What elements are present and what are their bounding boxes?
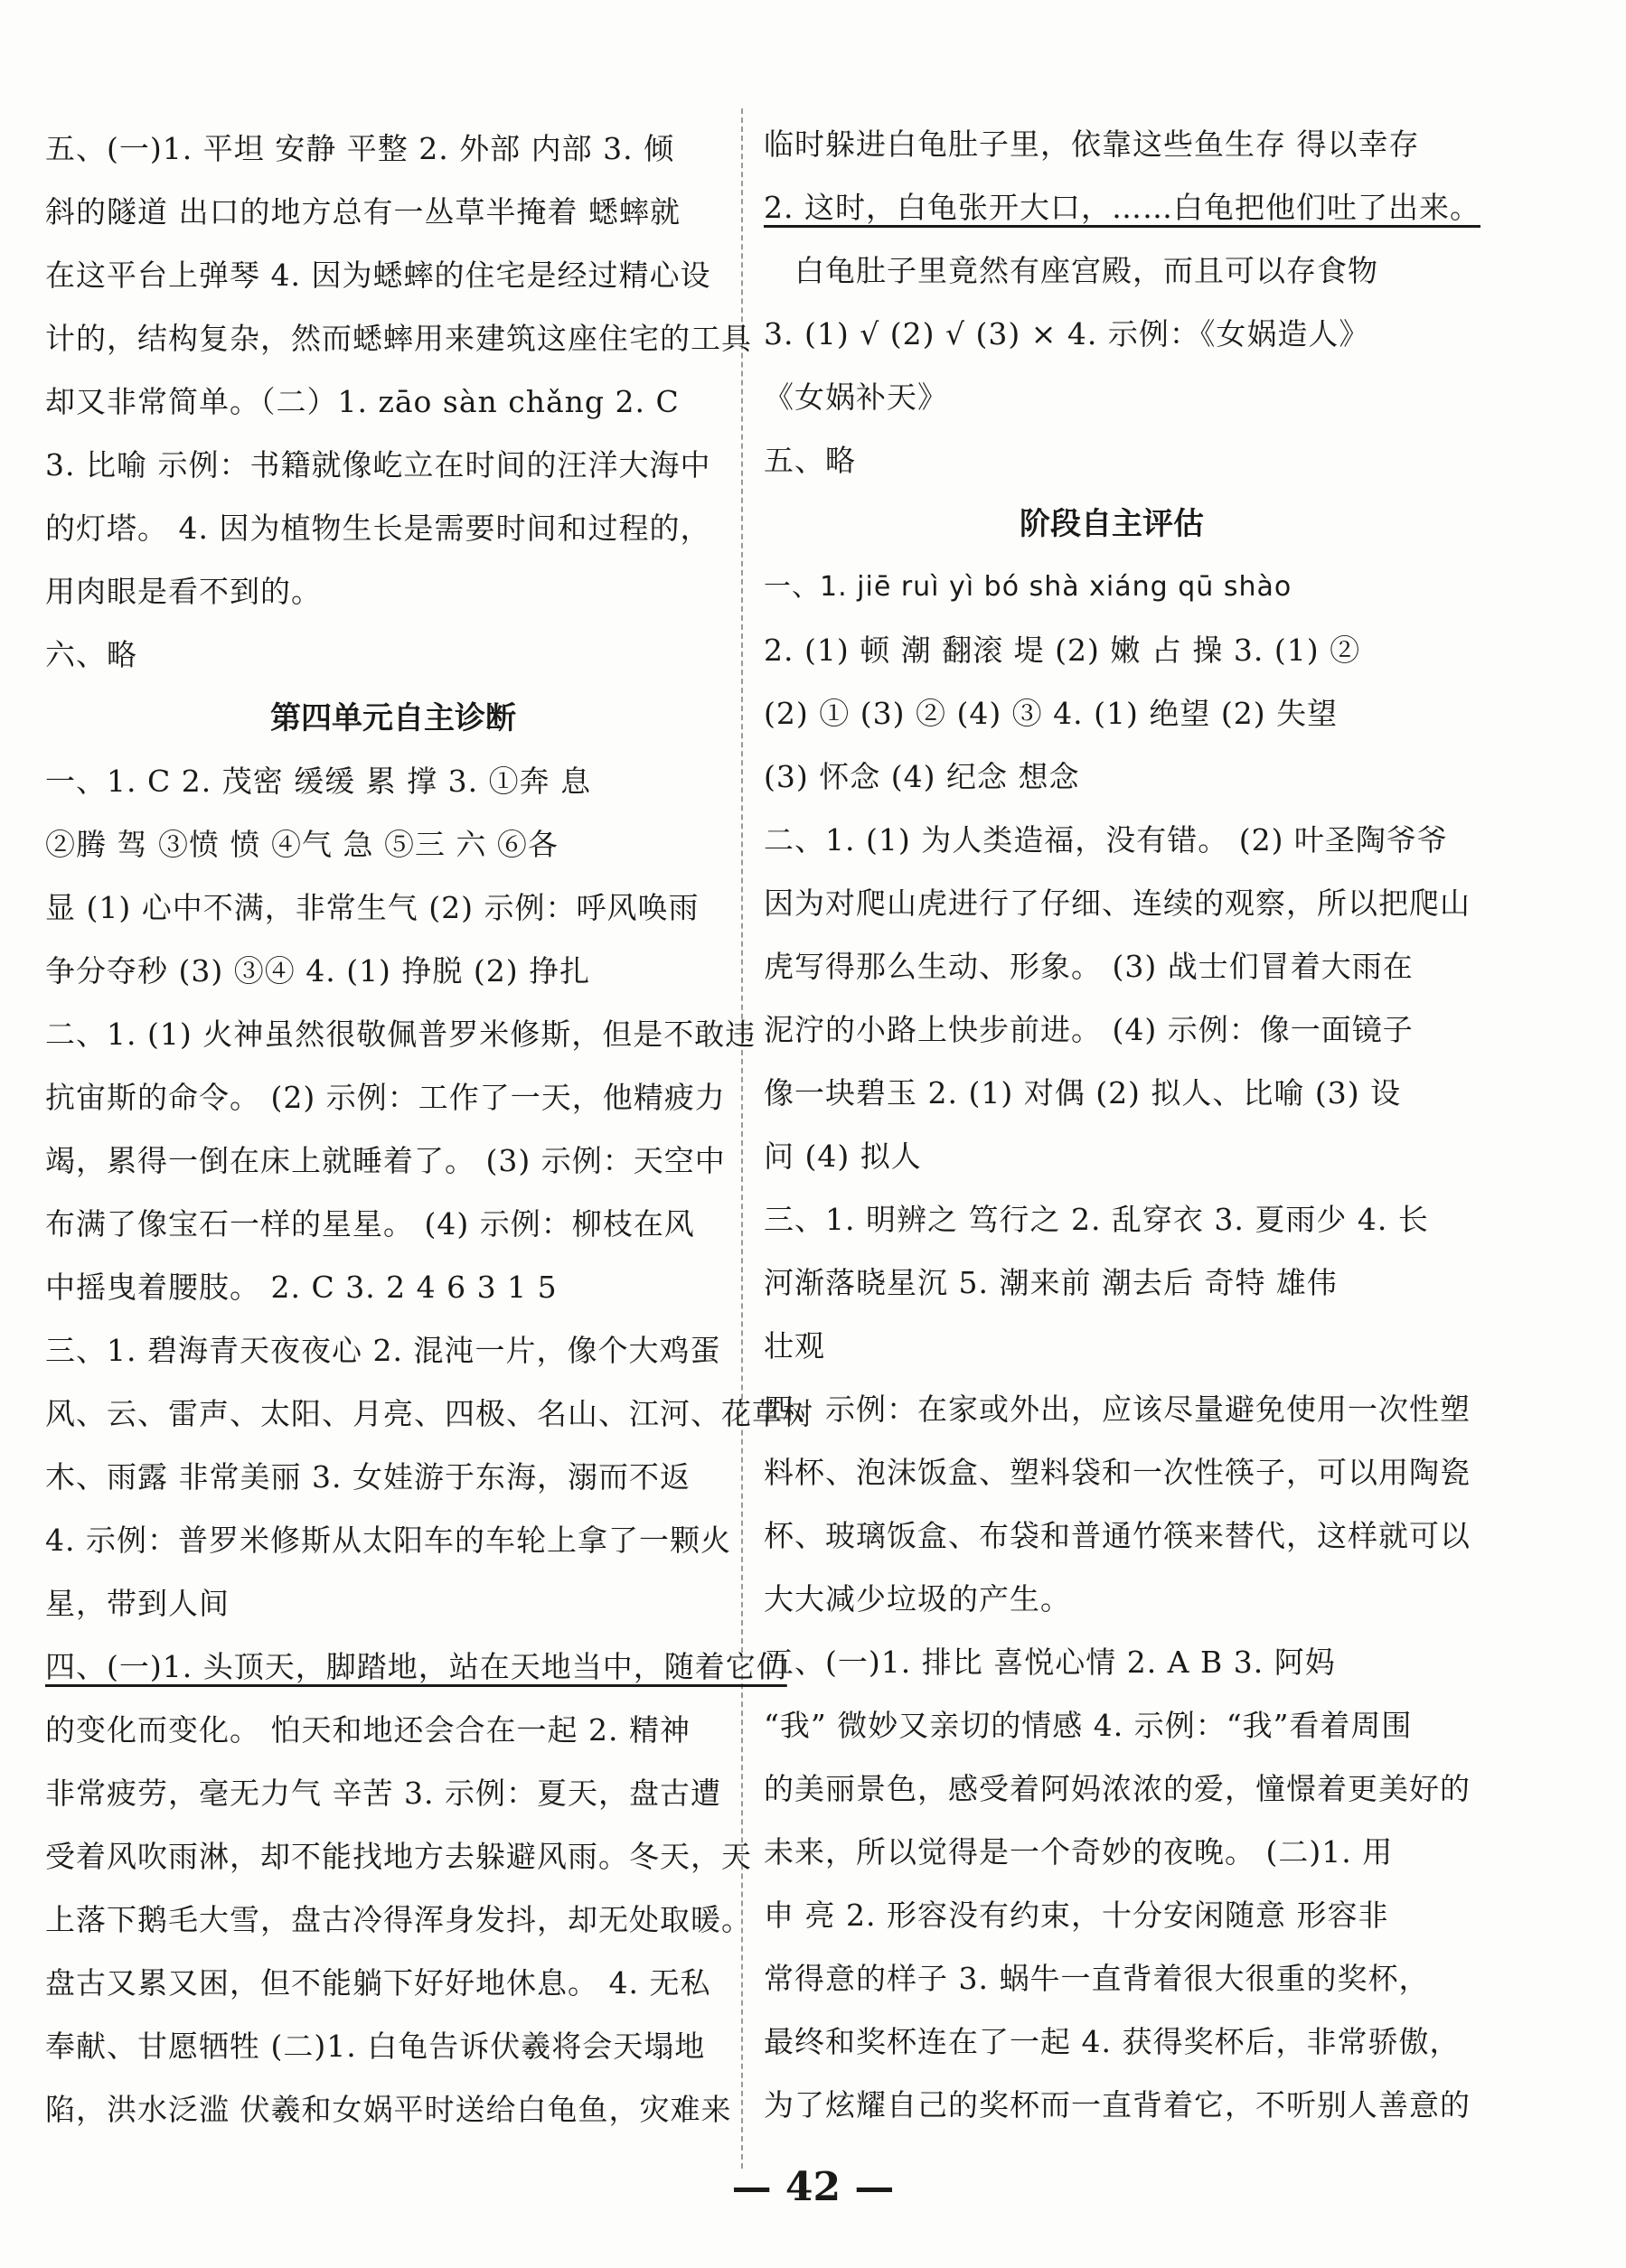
answer-line: 争分夺秒 (3) ③④ 4. (1) 挣脱 (2) 挣扎 [45,953,591,989]
answer-line: 二、1. (1) 为人类造福，没有错。 (2) 叶圣陶爷爷 [764,822,1448,858]
answer-line: 木、雨露 非常美丽 3. 女娃游于东海，溺而不返 [45,1459,691,1495]
answer-line: 用肉眼是看不到的。 [45,574,322,609]
answer-line: 常得意的样子 3. 蜗牛一直背着很大很重的奖杯， [764,1961,1430,1996]
answer-line: 五、略 [764,443,856,478]
answer-line: 却又非常简单。（二）1. zāo sàn chǎng 2. C [45,384,680,419]
answer-line: 杯、玻璃饭盒、布袋和普通竹筷来替代，这样就可以 [764,1518,1471,1553]
answer-line: 三、1. 碧海青天夜夜心 2. 混沌一片，像个大鸡蛋 [45,1333,721,1368]
answer-line: (2) ① (3) ② (4) ③ 4. (1) 绝望 (2) 失望 [764,696,1339,731]
answer-line: 斜的隧道 出口的地方总有一丛草半掩着 蟋蟀就 [45,194,681,230]
answer-line: 三、1. 明辨之 笃行之 2. 乱穿衣 3. 夏雨少 4. 长 [764,1202,1429,1237]
section-heading: 第四单元自主诊断 [270,700,516,736]
answer-line: 2. (1) 顿 潮 翻滚 堤 (2) 嫩 占 操 3. (1) ② [764,633,1361,668]
answer-line: ②腾 驾 ③愤 愤 ④气 急 ⑤三 六 ⑥各 [45,827,559,862]
answer-line: 料杯、泡沫饭盒、塑料袋和一次性筷子，可以用陶瓷 [764,1455,1471,1490]
answer-line: 壮观 [764,1328,825,1364]
answer-line: 在这平台上弹琴 4. 因为蟋蟀的住宅是经过精心设 [45,258,711,293]
answer-line: 白龟肚子里竟然有座宫殿，而且可以存食物 [794,253,1378,288]
answer-line: 的美丽景色，感受着阿妈浓浓的爱，憧憬着更美好的 [764,1771,1471,1806]
answer-line: 盘古又累又困，但不能躺下好好地休息。 4. 无私 [45,1965,711,2001]
answer-line: 上落下鹅毛大雪，盘古冷得浑身发抖，却无处取暖。 [45,1902,752,1937]
answer-line: 的灯塔。 4. 因为植物生长是需要时间和过程的， [45,511,711,546]
answer-line: 六、略 [45,637,137,672]
section-heading: 阶段自主评估 [1020,506,1204,542]
answer-line: “我” 微妙又亲切的情感 4. 示例：“我”看着周围 [764,1708,1413,1743]
answer-line: 陷，洪水泛滥 伏羲和女娲平时送给白龟鱼，灾难来 [45,2092,732,2127]
answer-line: 大大减少垃圾的产生。 [764,1581,1071,1617]
answer-line: 泥泞的小路上快步前进。 (4) 示例：像一面镜子 [764,1012,1414,1047]
answer-line: 河渐落晓星沉 5. 潮来前 潮去后 奇特 雄伟 [764,1265,1338,1300]
answer-line: 四、示例：在家或外出，应该尽量避免使用一次性塑 [764,1392,1471,1427]
answer-line: 中摇曳着腰肢。 2. C 3. 2 4 6 3 1 5 [45,1270,558,1305]
answer-line: 计的，结构复杂，然而蟋蟀用来建筑这座住宅的工具 [45,321,752,356]
answer-line: 一、1. C 2. 茂密 缓缓 累 撑 3. ①奔 息 [45,764,592,799]
answer-line: 申 亮 2. 形容没有约束，十分安闲随意 形容非 [764,1898,1389,1933]
answer-line: 风、云、雷声、太阳、月亮、四极、名山、江河、花草树 [45,1396,813,1431]
right-column [764,113,1480,2137]
answer-line: 显 (1) 心中不满，非常生气 (2) 示例：呼风唤雨 [45,890,700,925]
answer-line: 4. 示例：普罗米修斯从太阳车的车轮上拿了一颗火 [45,1523,731,1558]
answer-line: 布满了像宝石一样的星星。 (4) 示例：柳枝在风 [45,1206,695,1242]
answer-line-underlined: 四、(一)1. 头顶天，脚踏地，站在天地当中，随着它们 [45,1649,787,1684]
answer-line: 为了炫耀自己的奖杯而一直背着它，不听别人善意的 [764,2087,1471,2123]
answer-line: 竭，累得一倒在床上就睡着了。 (3) 示例：天空中 [45,1143,726,1178]
answer-line: 《女娲补天》 [764,380,948,415]
answer-line: 五、(一)1. 平坦 安静 平整 2. 外部 内部 3. 倾 [45,131,675,166]
answer-line: 临时躲进白龟肚子里，依靠这些鱼生存 得以幸存 [764,127,1420,162]
answer-line: 二、1. (1) 火神虽然很敬佩普罗米修斯，但是不敢违 [45,1017,757,1052]
answer-line: 像一块碧玉 2. (1) 对偶 (2) 拟人、比喻 (3) 设 [764,1075,1402,1111]
answer-line: 虎写得那么生动、形象。 (3) 战士们冒着大雨在 [764,949,1414,984]
answer-line: 的变化而变化。 怕天和地还会合在一起 2. 精神 [45,1712,691,1748]
answer-line: 奉献、甘愿牺牲 (二)1. 白龟告诉伏羲将会天塌地 [45,2029,706,2064]
answer-line: 星，带到人间 [45,1586,230,1621]
answer-line: 问 (4) 拟人 [764,1139,922,1174]
answer-line-underlined: 2. 这时，白龟张开大口，……白龟把他们吐了出来。 [764,190,1480,225]
answer-line: 抗宙斯的命令。 (2) 示例：工作了一天，他精疲力 [45,1080,726,1115]
pinyin-line: 一、1. jiē ruì yì bó shà xiáng qū shào [764,571,1292,603]
answer-line: 未来，所以觉得是一个奇妙的夜晚。 (二)1. 用 [764,1834,1394,1870]
answer-line: 最终和奖杯连在了一起 4. 获得奖杯后，非常骄傲， [764,2024,1461,2059]
page-number: — 42 — [731,2164,895,2210]
answer-line: 因为对爬山虎进行了仔细、连续的观察，所以把爬山 [764,886,1471,921]
answer-line: 3. 比喻 示例：书籍就像屹立在时间的汪洋大海中 [45,447,711,483]
answer-line: 受着风吹雨淋，却不能找地方去躲避风雨。冬天，天 [45,1839,752,1874]
answer-line: (3) 怀念 (4) 纪念 想念 [764,759,1080,794]
answer-line: 五、(一)1. 排比 喜悦心情 2. A B 3. 阿妈 [764,1645,1336,1680]
answer-line: 3. (1) √ (2) √ (3) × 4. 示例：《女娲造人》 [764,316,1370,351]
answer-line: 非常疲劳，毫无力气 辛苦 3. 示例：夏天，盘古遭 [45,1776,721,1811]
